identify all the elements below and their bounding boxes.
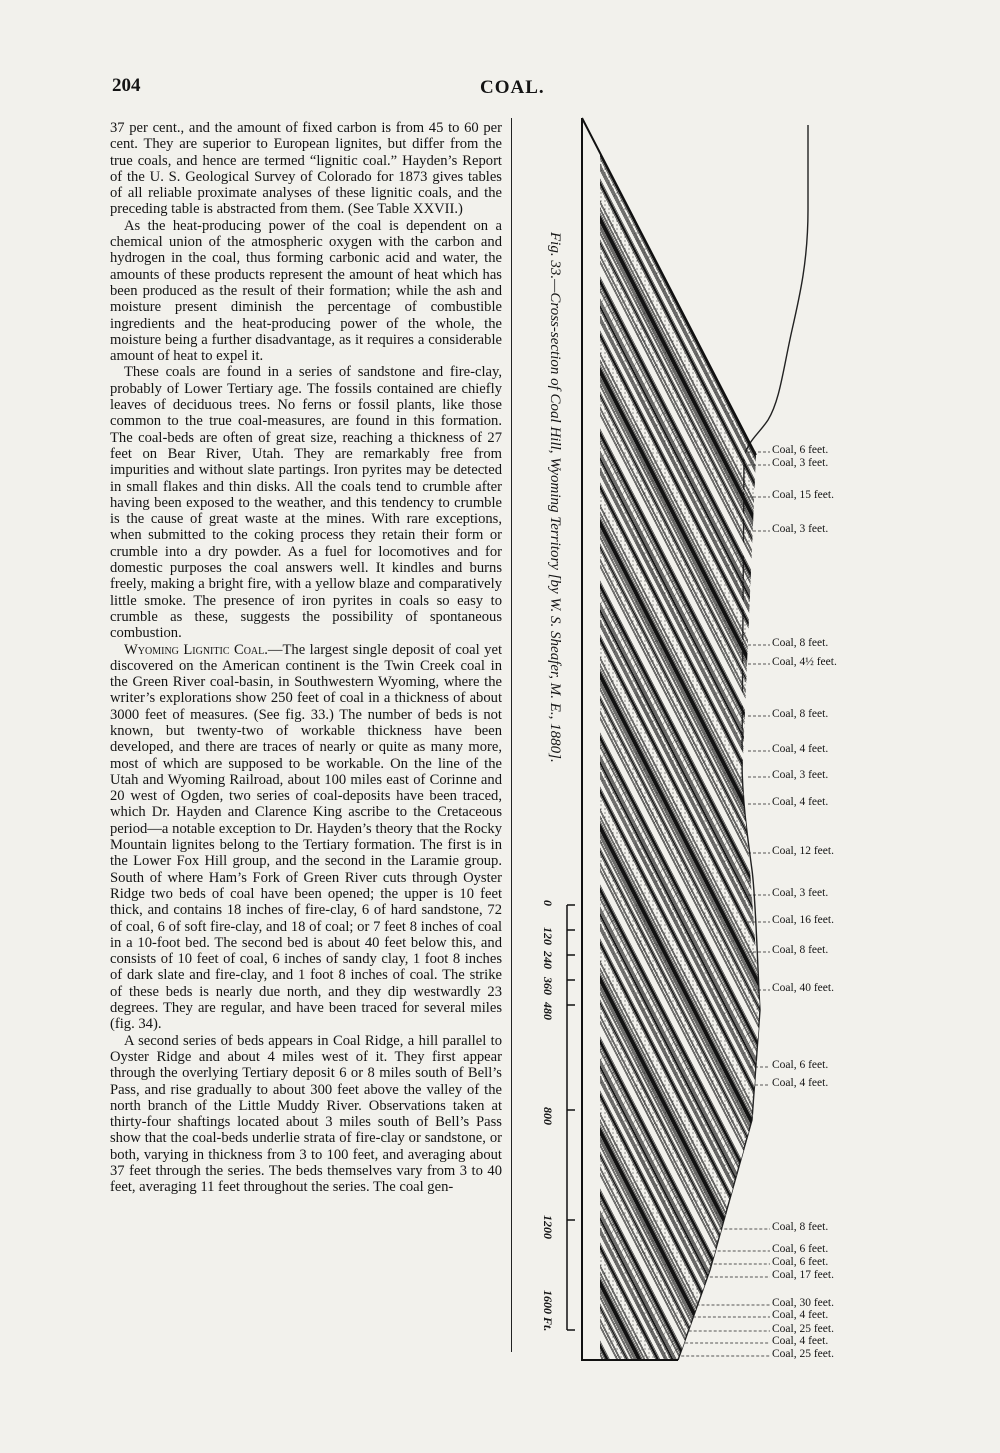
coal-bed-label: Coal, 3 feet. <box>772 457 829 469</box>
rock-stratum <box>582 1384 942 1453</box>
rock-stratum <box>582 1315 942 1453</box>
paragraph: 37 per cent., and the amount of fixed carbon is from 45 to 60 per cent. They are superior to European lignites, but differ from the true coals, and hence are termed “lignitic coal.” Hayden’s Report of the U. S. Geological Survey of Colorado for 1873 gives tables of all reliable proximate analyses of these lignitic coals, and the preceding table is abstracted from them. (See Table XXVII.) <box>110 120 502 218</box>
rock-stratum <box>582 1391 942 1453</box>
coal-bed-label: Coal, 8 feet. <box>772 708 829 720</box>
paragraph-text: —The largest single deposit of coal yet discovered on the American continent is the Twin Creek coal in the Green River coal-basin, in Southwestern Wyoming, where the writer’s explorations show 250 feet of coal in a thickness of about 3000 feet of measures. (See fig. 33.) The number of beds is not known, but twenty-two of workable thickness have been developed, and there are traces of nearly or quite as many more, most of which are supposed to be workable. On the line of the Utah and Wyoming Railroad, about 100 miles east of Corinne and 20 west of Ogden, two series of coal-deposits have been traced, which Dr. Hayden and Clarence King ascribe to the Cretaceous period—a notable exception to Dr. Hayden’s theory that the Rocky Mountain lignites belong to the Tertiary formation. The first is in the Lower Fox Hill group, and the second in the Laramie group. South of where Ham’s Fork of Green River cuts through Oyster Ridge two beds of coal have been opened; the upper is 10 feet thick, and contains 18 inches of fire-clay, 6 of hard sandstone, 72 of coal, 6 of soft fire-clay, and 18 of coal; or 7 feet 8 inches of coal in a 10-foot bed. The second bed is about 40 feet below this, and consists of 10 feet of coal, 6 inches of sandy clay, 1 foot 8 inches of dark slate and fire-clay, and 1 foot 8 inches of coal. The strike of these beds is nearly due north, and they dip westwardly 23 degrees. They are regular, and have been traced for several miles (fig. 34). <box>110 641 502 1033</box>
coal-bed-label: Coal, 17 feet. <box>772 1269 834 1281</box>
coal-bed <box>582 1362 942 1453</box>
scale-label: 240 <box>541 951 555 969</box>
coal-bed-label: Coal, 8 feet. <box>772 944 829 956</box>
rock-stratum <box>582 1111 942 1453</box>
scale-label: 1600 Ft. <box>541 1290 555 1332</box>
coal-bed-label: Coal, 40 feet. <box>772 982 834 994</box>
scale-label: 1200 <box>541 1215 555 1239</box>
coal-bed-label: Coal, 3 feet. <box>772 523 829 535</box>
coal-bed-label: Coal, 6 feet. <box>772 1243 829 1255</box>
coal-bed-label: Coal, 16 feet. <box>772 914 834 926</box>
paragraph: These coals are found in a series of sandstone and fire-clay, probably of Lower Tertiary age. The fossils contained are chiefly leaves of deciduous trees. No ferns or fossil plants, like those common to the true coal-measures, are found in this formation. The coal-beds are often of great size, reaching a thickness of 27 feet on Bear River, Utah. They are remarkably free from impurities and without slate partings. Iron pyrites may be detected in small flakes and thin disks. All the coals tend to crumble after having been exposed to the weather, and this tendency to crumble is the cause of great waste at the mines. With rare exceptions, when submitted to the coking process they retain their form or crumble into a dry powder. As a fuel for locomotives and for domestic purposes the coal answers well. It kindles and burns freely, making a bright fire, with a yellow blaze and comparatively little smoke. The presence of iron pyrites in coals so easy to crumble as these, suggests the possibility of spontaneous combustion. <box>110 364 502 642</box>
coal-bed-label: Coal, 4 feet. <box>772 1309 829 1321</box>
rock-stratum <box>582 1406 942 1453</box>
coal-bed-label: Coal, 25 feet. <box>772 1323 834 1335</box>
paragraph: A second series of beds appears in Coal Ridge, a hill parallel to Oyster Ridge and about 4 miles west of it. They first appear through the overlying Tertiary deposit 6 or 8 miles south of Bell’s Pass, and rise gradually to about 300 feet above the valley of the north branch of the Little Muddy River. Observations taken at thirty-four shaftings located about 3 miles south of Bell’s Pass show that the coal-beds underlie strata of fire-clay or sandstone, or both, varying in thickness from 3 to 100 feet, and averaging about 37 feet through the series. The beds themselves vary from 3 to 40 feet, averaging 11 feet throughout the series. The coal gen- <box>110 1032 502 1196</box>
section-heading: Wyoming Lignitic Coal. <box>124 641 268 658</box>
rock-stratum <box>582 1415 942 1453</box>
scale-label: 800 <box>541 1107 555 1125</box>
figure-caption: Fig. 33.—Cross-section of Coal Hill, Wyoming Territory [by W. S. Sheafer, M. E., 1880]. <box>547 232 563 763</box>
scale-label: 480 <box>541 1002 555 1020</box>
rock-stratum <box>582 1351 942 1453</box>
coal-bed-label: Coal, 3 feet. <box>772 887 829 899</box>
coal-bed-label: Coal, 4½ feet. <box>772 656 837 668</box>
page-number: 204 <box>112 75 141 96</box>
running-head: COAL. <box>480 77 545 98</box>
paragraph: As the heat-producing power of the coal is dependent on a chemical union of the atmospheric oxygen with the carbon and hydrogen in the coal, thus forming carbonic acid and water, the amounts of these products represent the amount of heat which has been produced as the result of their formation; while the ash and moisture present diminish the percentage of combustible ingredients and the heat-producing power of the whole, the moisture being a further disadvantage, as it requires a considerable amount of heat to expel it. <box>110 217 502 365</box>
rock-stratum <box>582 1187 942 1453</box>
coal-bed-label: Coal, 4 feet. <box>772 796 829 808</box>
coal-bed-label: Coal, 8 feet. <box>772 1221 829 1233</box>
rock-stratum <box>582 1410 942 1453</box>
coal-bed-label: Coal, 3 feet. <box>772 769 829 781</box>
coal-bed-label: Coal, 8 feet. <box>772 637 829 649</box>
coal-bed-label: Coal, 4 feet. <box>772 743 829 755</box>
coal-bed-label: Coal, 4 feet. <box>772 1335 829 1347</box>
coal-bed-label: Coal, 6 feet. <box>772 1256 829 1268</box>
scale-label: 120 <box>541 927 555 945</box>
coal-bed-label: Coal, 4 feet. <box>772 1077 829 1089</box>
coal-bed-label: Coal, 15 feet. <box>772 489 834 501</box>
scale-label: 360 <box>541 977 555 995</box>
coal-bed <box>582 1396 942 1453</box>
rock-stratum <box>582 1347 942 1453</box>
coal-bed-label: Coal, 30 feet. <box>772 1297 834 1309</box>
coal-bed-label: Coal, 6 feet. <box>772 444 829 456</box>
coal-bed-label: Coal, 12 feet. <box>772 845 834 857</box>
scale-label: 0 <box>541 900 555 906</box>
rock-stratum <box>582 1368 942 1453</box>
strata-group <box>582 118 942 1453</box>
coal-bed-label: Coal, 6 feet. <box>772 1059 829 1071</box>
coal-bed-label: Coal, 25 feet. <box>772 1348 834 1360</box>
